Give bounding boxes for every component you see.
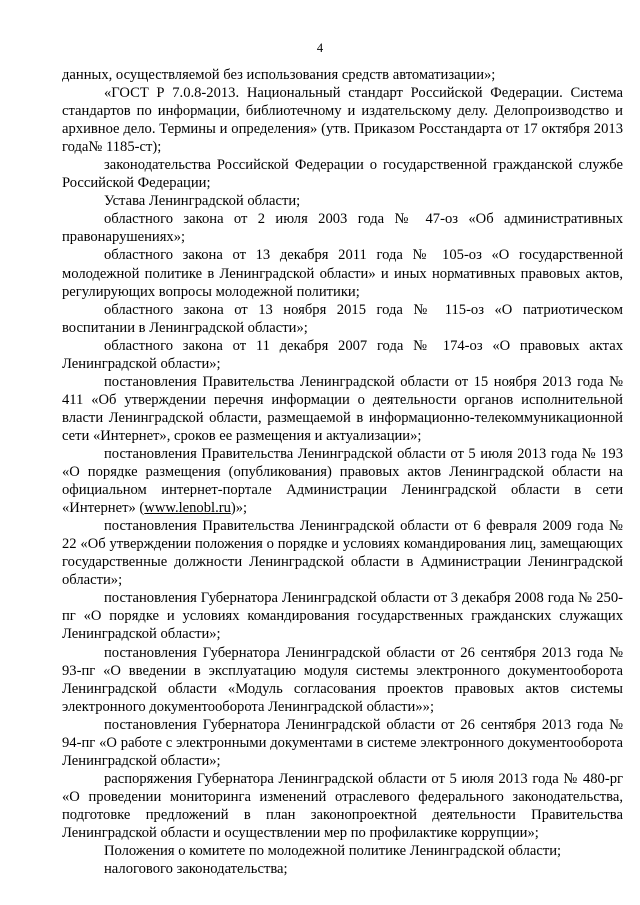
paragraph-text: налогового законодательства; [104,861,288,878]
paragraph-text: постановления Губернатора Ленинградской области от 26 сентября 2013 года № 93-пг «О введении в эксплуатацию модуля системы электронного документооборота Ленинградской области «Модуль согласования проектов правовых актов системы электронного документооборота Ленинградской области»»; [62,644,623,715]
paragraph-text: постановления Правительства Ленинградской области от 6 февраля 2009 года № 22 «Об утверждении положения о порядке и условиях командирования лиц, замещающих государственные должности Ленинградской области в Администрации Ленинградской области»; [62,518,623,589]
paragraph [62,842,623,860]
paragraph [62,246,623,300]
paragraph-text-after: )»; [230,500,248,517]
document-body [62,66,623,878]
paragraph-text: данных, осуществляемой без использования средств автоматизации»; [62,67,496,83]
paragraph [62,156,623,192]
page-number: 4 [316,41,324,55]
paragraph-text: постановления Губернатора Ленинградской области от 3 декабря 2008 года № 250-пг «О порядке и условиях командирования государственных гражданских служащих Ленинградской области»; [62,590,623,643]
website-link[interactable]: www.lenobl.ru [144,500,231,517]
paragraph [62,84,623,156]
paragraph-text: областного закона от 13 декабря 2011 года № 105-оз «О государственной молодежной политике в Ленинградской области» и иных нормативных правовых актов, регулирующих вопросы молодежной политики; [62,247,623,300]
paragraph [62,192,623,210]
paragraph [62,716,623,770]
paragraph [62,210,623,246]
paragraph-text: распоряжения Губернатора Ленинградской области от 5 июля 2013 года № 480-рг «О проведении мониторинга изменений отраслевого федерального законодательства, подготовке предложений в план законопроектной деятельности Правительства Ленинградской области и осуществлении мер по профилактике коррупции»; [62,770,623,841]
paragraph-text: постановления Правительства Ленинградской области от 5 июля 2013 года № 193 «О порядке размещения (опубликования) правовых актов Ленинградской области на официальном интернет-портале Администрации Ленинградской области в сети «Интернет» ( [62,445,623,517]
paragraph [62,445,623,517]
paragraph-text: «ГОСТ Р 7.0.8-2013. Национальный стандарт Российской Федерации. Система стандартов по информации, библиотечному и издательскому делу. Делопроизводство и архивное дело. Термины и определения» (утв. Приказом Росстандарта от 17 октября 2013 года№ 1185-ст); [62,85,623,156]
paragraph-text: постановления Губернатора Ленинградской области от 26 сентября 2013 года № 94-пг «О работе с электронными документами в системе электронного документооборота Ленинградской области»; [62,716,623,769]
paragraph-text: областного закона от 13 ноября 2015 года № 115-оз «О патриотическом воспитании в Ленинградской области»; [62,301,623,336]
paragraph-text: постановления Правительства Ленинградской области от 15 ноября 2013 года № 411 «Об утверждении перечня информации о деятельности органов исполнительной власти Ленинградской области, размещаемой в информационно-телекоммуникационной сети «Интернет», сроков ее размещения и актуализации»; [62,373,623,444]
paragraph [62,66,623,84]
paragraph [62,301,623,337]
paragraph-text: Положения о комитете по молодежной политике Ленинградской области; [104,843,562,860]
paragraph-text: законодательства Российской Федерации о государственной гражданской службе Российской Федерации; [62,157,623,192]
paragraph-text: областного закона от 11 декабря 2007 года № 174-оз «О правовых актах Ленинградской области»; [62,337,623,372]
paragraph-text: областного закона от 2 июля 2003 года № 47-оз «Об административных правонарушениях»; [62,211,623,246]
paragraph [62,860,623,878]
paragraph-text: Устава Ленинградской области; [104,193,301,210]
paragraph [62,517,623,589]
paragraph [62,589,623,643]
paragraph [62,644,623,716]
paragraph [62,337,623,373]
paragraph [62,373,623,445]
paragraph [62,770,623,842]
